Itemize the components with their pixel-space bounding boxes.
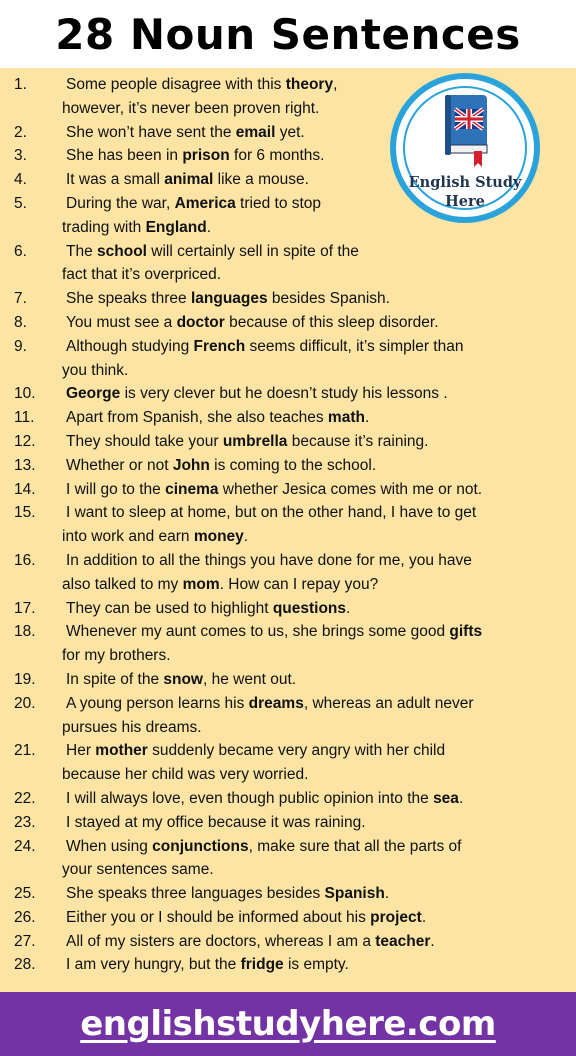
sentence-text [62, 909, 426, 926]
text-segment: . [384, 885, 390, 903]
sentence-text [62, 409, 369, 426]
text-segment: seems difficult, it’s simpler than [245, 337, 464, 355]
noun-highlight: mom [182, 575, 220, 593]
sentence-number: 2. [14, 123, 27, 141]
sentence-number: 5. [14, 194, 27, 212]
text-segment: . [430, 932, 435, 950]
sentence-number: 18. [14, 623, 36, 641]
noun-highlight: prison [182, 147, 230, 165]
sentence-text [62, 838, 461, 855]
text-segment: into work and earn [62, 528, 194, 546]
text-segment: your sentences same. [62, 861, 214, 879]
sentence-text [62, 504, 476, 521]
noun-highlight: languages [190, 290, 268, 308]
text-segment: It was a small [66, 171, 165, 189]
text-segment: Either you or I should be informed about his [66, 908, 371, 926]
text-segment: . [346, 599, 351, 617]
sentence-row [0, 953, 576, 977]
sentence-row [0, 620, 576, 644]
text-segment: I will always love, even though public opinion into the [66, 789, 434, 807]
sentence-number: 14. [14, 480, 36, 498]
sentence-row [0, 335, 576, 359]
sentence-number: 21. [14, 742, 36, 760]
text-segment: . [243, 528, 249, 546]
text-segment: will certainly sell in spite of the [146, 242, 359, 260]
sentence-continuation [0, 763, 576, 787]
text-segment: Although studying [66, 337, 194, 355]
sentence-number: 6. [14, 242, 27, 260]
sentence-text [62, 171, 309, 188]
text-segment: however, it’s never been proven right. [62, 99, 320, 117]
text-segment: fact that it’s overpriced. [62, 266, 222, 284]
sentence-number: 9. [14, 337, 27, 355]
sentence-continuation [0, 525, 576, 549]
sentence-text [62, 956, 349, 973]
text-segment: I will go to the [66, 480, 166, 498]
sentence-row [0, 835, 576, 859]
sentence-row [0, 739, 576, 763]
text-segment: for my brothers. [62, 647, 171, 665]
text-segment: Her [66, 742, 96, 760]
sentence-number: 15. [14, 504, 36, 522]
text-segment: I want to sleep at home, but on the other hand, I have to get [66, 504, 477, 522]
noun-highlight: Spanish [324, 885, 385, 903]
logo [390, 73, 540, 223]
text-segment: You must see a [66, 313, 177, 331]
text-segment: is coming to the school. [209, 456, 377, 474]
text-segment: for 6 months. [229, 147, 325, 165]
noun-highlight: snow [163, 670, 203, 688]
sentence-row [0, 549, 576, 573]
text-segment: In addition to all the things you have done for me, you have [66, 551, 472, 569]
sentence-number: 20. [14, 694, 36, 712]
sentence-number: 16. [14, 551, 36, 569]
sentence-continuation [0, 858, 576, 882]
sentence-row [0, 406, 576, 430]
noun-highlight: questions [272, 599, 347, 617]
sentence-row [0, 240, 576, 264]
noun-highlight: America [174, 194, 236, 212]
sentence-text [62, 933, 435, 950]
sentence-number: 22. [14, 789, 36, 807]
text-segment: , [333, 76, 338, 93]
sentence-row [0, 597, 576, 621]
noun-highlight: conjunctions [152, 837, 249, 855]
sentence-number: 10. [14, 385, 36, 403]
text-segment: is very clever but he doesn’t study his lessons . [120, 385, 448, 403]
noun-highlight: project [370, 908, 422, 926]
text-segment: tried to stop [235, 194, 322, 212]
sentence-number: 12. [14, 432, 36, 450]
sentence-row [0, 311, 576, 335]
logo-text [396, 173, 534, 211]
text-segment: Apart from Spanish, she also teaches [66, 409, 328, 427]
noun-highlight: England [145, 218, 207, 236]
text-segment: She speaks three languages besides [66, 885, 325, 903]
text-segment: They should take your [66, 432, 223, 450]
sentence-text [62, 695, 474, 712]
sentence-continuation [0, 263, 576, 287]
text-segment: like a mouse. [213, 171, 309, 189]
sentence-text [62, 266, 221, 283]
noun-highlight: doctor [176, 313, 225, 331]
sentence-row [0, 787, 576, 811]
noun-highlight: mother [95, 742, 148, 760]
sentence-text [62, 528, 248, 545]
noun-highlight: umbrella [222, 432, 288, 450]
noun-highlight: French [193, 337, 246, 355]
sentence-text [62, 338, 463, 355]
sentence-row [0, 501, 576, 525]
noun-highlight: gifts [449, 623, 483, 641]
sentence-text [62, 243, 359, 260]
sentence-number: 23. [14, 813, 36, 831]
text-segment: . [364, 409, 370, 427]
logo-line-2: Here [445, 193, 485, 210]
sentence-row [0, 882, 576, 906]
page-title: 28 Noun Sentences [55, 9, 521, 59]
text-segment: Whenever my aunt comes to us, she brings some good [66, 623, 450, 641]
sentence-text [62, 481, 482, 498]
sentence-continuation [0, 216, 576, 240]
sentence-text [62, 457, 376, 474]
text-segment: suddenly became very angry with her child [147, 742, 446, 760]
text-segment: . [458, 789, 464, 807]
sentence-text [62, 861, 214, 878]
text-segment: because it’s raining. [287, 432, 429, 450]
sentence-text [62, 314, 439, 331]
text-segment: When using [66, 837, 153, 855]
footer-url-link[interactable]: englishstudyhere.com [80, 1004, 496, 1044]
text-segment: yet. [275, 123, 305, 141]
text-segment: During the war, [66, 194, 175, 212]
sentence-text [62, 600, 350, 617]
noun-highlight: fridge [240, 956, 284, 974]
sentence-text [62, 124, 305, 141]
text-segment: also talked to my [62, 575, 183, 593]
footer [0, 992, 576, 1056]
sentence-row [0, 668, 576, 692]
text-segment: She won’t have sent the [66, 123, 236, 141]
sentence-row [0, 430, 576, 454]
text-segment: . [206, 218, 212, 236]
text-segment: , make sure that all the parts of [248, 837, 462, 855]
book-flag-icon [444, 93, 490, 169]
sentence-text [62, 719, 202, 736]
text-segment: besides Spanish. [267, 290, 390, 308]
sentence-row [0, 287, 576, 311]
title-bar [0, 0, 576, 68]
text-segment: I am very hungry, but the [66, 956, 241, 974]
noun-highlight: animal [164, 171, 214, 189]
sentence-number: 19. [14, 670, 36, 688]
sentence-number: 3. [14, 147, 27, 165]
sentence-text [62, 576, 378, 593]
sentence-text [62, 552, 472, 569]
sentence-continuation [0, 716, 576, 740]
sentence-text [62, 742, 445, 759]
sentence-text [62, 385, 448, 402]
sentence-number: 1. [14, 76, 27, 93]
sentence-continuation [0, 644, 576, 668]
sentence-number: 27. [14, 932, 36, 950]
sentence-text [62, 219, 211, 236]
sentence-continuation [0, 573, 576, 597]
sentence-number: 26. [14, 908, 36, 926]
sentence-text [62, 147, 324, 164]
sentence-text [62, 195, 321, 212]
noun-highlight: theory [285, 76, 334, 93]
sentence-row [0, 811, 576, 835]
text-segment: trading with [62, 218, 146, 236]
sentence-text [62, 647, 171, 664]
sentence-text [62, 76, 337, 93]
sentence-number: 11. [14, 409, 35, 427]
text-segment: , whereas an adult never [303, 694, 474, 712]
text-segment: I stayed at my office because it was raining. [66, 813, 366, 831]
text-segment: She has been in [66, 147, 183, 165]
text-segment: They can be used to highlight [66, 599, 273, 617]
text-segment: Some people disagree with this [66, 76, 286, 93]
text-segment: In spite of the [66, 670, 164, 688]
sentence-number: 17. [14, 599, 36, 617]
text-segment: A young person learns his [66, 694, 249, 712]
sentence-number: 7. [14, 290, 27, 308]
text-segment: because her child was very worried. [62, 766, 309, 784]
text-segment: because of this sleep disorder. [224, 313, 439, 331]
noun-highlight: dreams [248, 694, 304, 712]
sentence-row [0, 454, 576, 478]
sentence-text [62, 100, 319, 117]
sentence-text [62, 623, 482, 640]
sentence-text [62, 362, 128, 379]
sentence-text [62, 814, 366, 831]
sentence-number: 25. [14, 885, 36, 903]
sentence-row [0, 930, 576, 954]
noun-highlight: email [235, 123, 276, 141]
text-segment: is empty. [283, 956, 349, 974]
text-segment: , he went out. [203, 670, 297, 688]
sentence-continuation [0, 359, 576, 383]
sentence-number: 4. [14, 171, 27, 189]
noun-highlight: money [193, 528, 244, 546]
noun-highlight: John [172, 456, 210, 474]
sentence-row [0, 478, 576, 502]
sentence-text [62, 790, 463, 807]
noun-highlight: George [66, 385, 121, 403]
text-segment: She speaks three [66, 290, 191, 308]
noun-highlight: cinema [165, 480, 219, 498]
text-segment: whether Jesica comes with me or not. [218, 480, 483, 498]
text-segment: All of my sisters are doctors, whereas I am a [66, 932, 376, 950]
noun-highlight: teacher [375, 932, 431, 950]
text-segment: The [66, 242, 98, 260]
sentence-number: 8. [14, 313, 27, 331]
sentence-text [62, 671, 296, 688]
text-segment: . How can I repay you? [219, 575, 379, 593]
sentence-number: 24. [14, 837, 36, 855]
sentence-row [0, 906, 576, 930]
sentence-text [62, 433, 428, 450]
sentence-number: 28. [14, 956, 36, 974]
logo-line-1: English Study [408, 174, 522, 191]
text-segment: you think. [62, 361, 129, 379]
sentence-text [62, 766, 308, 783]
text-segment: Whether or not [66, 456, 173, 474]
sentence-row [0, 692, 576, 716]
sentence-text [62, 885, 389, 902]
noun-highlight: math [327, 409, 365, 427]
sentence-row [0, 382, 576, 406]
noun-highlight: school [97, 242, 147, 260]
text-segment: pursues his dreams. [62, 718, 202, 736]
sentence-text [62, 290, 390, 307]
sentence-number: 13. [14, 456, 36, 474]
text-segment: . [421, 908, 427, 926]
noun-highlight: sea [433, 789, 459, 807]
